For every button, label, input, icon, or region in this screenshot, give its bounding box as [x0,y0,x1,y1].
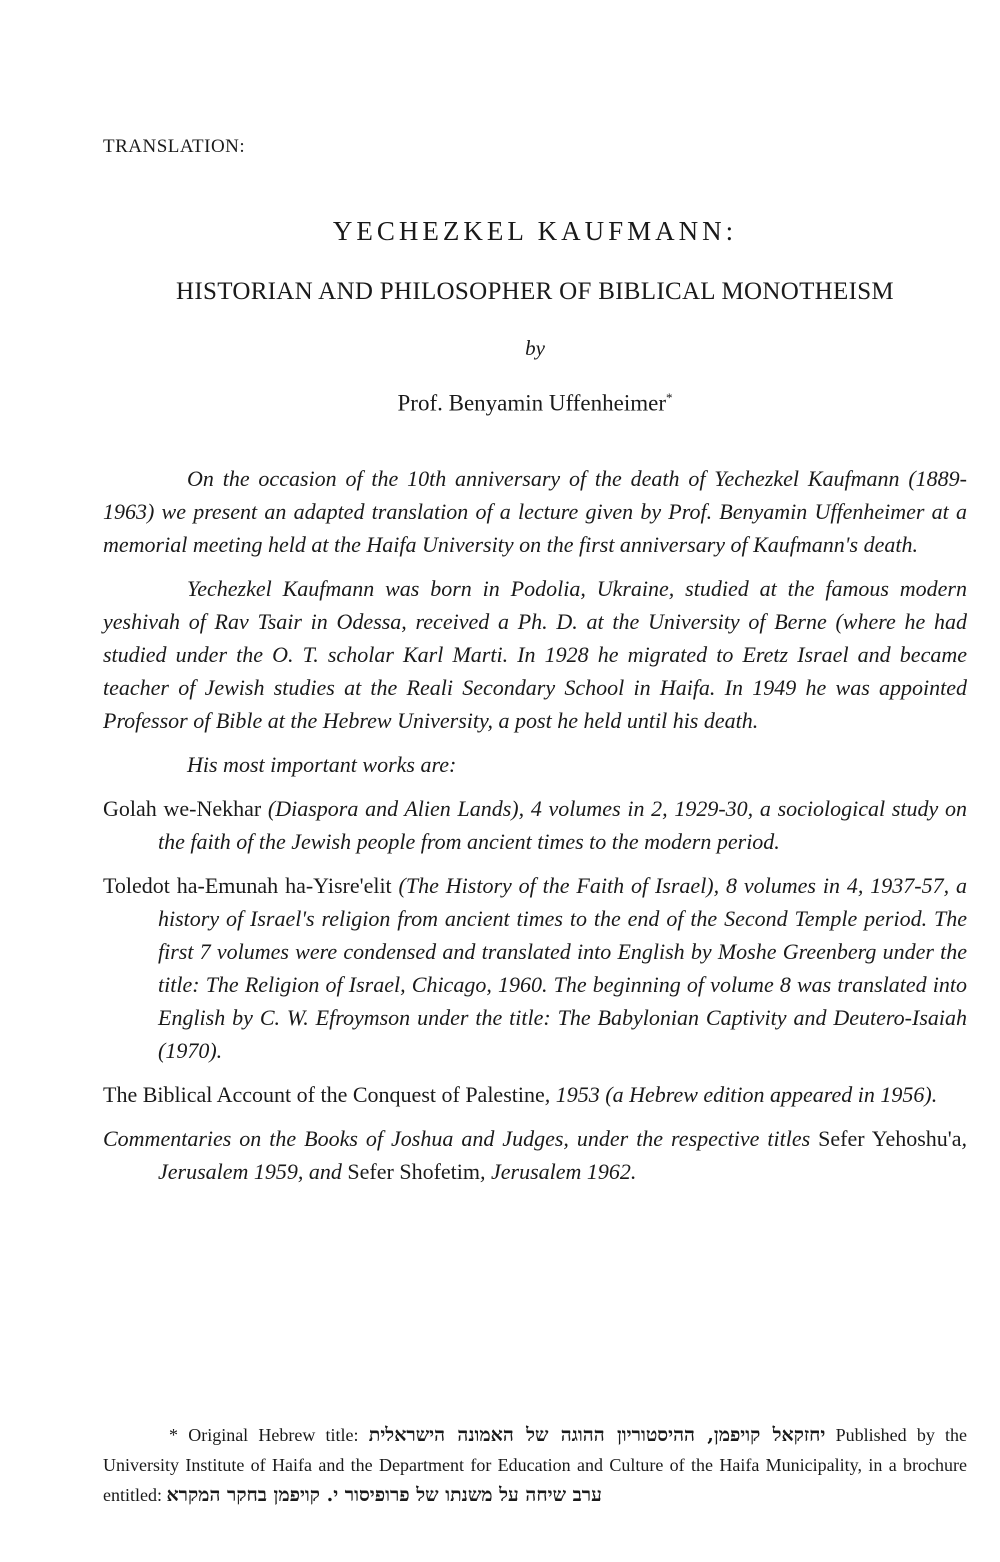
article-body [103,462,967,1199]
work-item [103,1078,967,1111]
hebrew-title: יחזקאל קויפמן, ההיסטוריון ההוגה של האמונה הישראלית [368,1424,826,1446]
work-title: Sefer Yehoshu'a [818,1126,962,1151]
commentaries-text: , Jerusalem 1962. [480,1159,637,1184]
work-item [103,1122,967,1188]
work-item [103,792,967,858]
article-subtitle: HISTORIAN AND PHILOSOPHER OF BIBLICAL MONOTHEISM [176,278,894,305]
author-name [0,390,1000,417]
commentaries-text: Commentaries on the Books of Joshua and Judges, under the respective titles [103,1126,819,1151]
work-title: Golah we-Nekhar [103,796,262,821]
works-heading: His most important works are: [187,752,457,777]
footnote-lead: * Original Hebrew title: [169,1425,369,1445]
work-title: The Biblical Account of the Conquest of Palestine [103,1082,545,1107]
works-list [103,792,967,1188]
intro-paragraph: On the occasion of the 10th anniversary of the death of Yechezkel Kaufmann (1889-1963) we present an adapted translation of a lecture given by Prof. Benyamin Uffenheimer at a memorial meeting held at the Haifa University on the first anniversary of Kaufmann's death. [103,466,967,557]
footnote-marker: * [665,390,673,405]
byline-by: by [525,336,545,360]
work-description: (The History of the Faith of Israel), 8 volumes in 4, 1937-57, a history of Israel's religion from ancient times to the end of the Second Temple period. The first 7 volumes were condensed and translated into English by Moshe Greenberg under the title: The Religion of Israel, Chicago, 1960. The beginning of volume 8 was translated into English by C. W. Efroymson under the title: The Babylonian Captivity and Deutero-Isaiah (1970). [158,873,967,1063]
footnote-text [103,1420,967,1510]
work-title: Sefer Shofetim [347,1159,481,1184]
hebrew-brochure-title: ערב שיחה על משנתו של פרופיסור י. קויפמן בחקר המקרא [166,1484,602,1506]
work-description: , 1953 (a Hebrew edition appeared in 1956). [544,1082,938,1107]
commentaries-text: , Jerusalem 1959, and [158,1126,967,1184]
work-item [103,869,967,1067]
bio-paragraph: Yechezkel Kaufmann was born in Podolia, Ukraine, studied at the famous modern yeshivah of Rav Tsair in Odessa, received a Ph. D. at the University of Berne (where he had studied under the O. T. scholar Karl Marti. In 1928 he migrated to Eretz Israel and became teacher of Jewish studies at the Reali Secondary School in Haifa. In 1949 he was appointed Professor of Bible at the Hebrew University, a post he held until his death. [103,576,967,733]
footnote [103,1420,967,1510]
work-description: (Diaspora and Alien Lands), 4 volumes in 2, 1929-30, a sociological study on the faith of the Jewish people from ancient times to the modern period. [158,796,967,854]
footnote-published: Published by the University Institute of Haifa and the Department for Education and Culture of the Haifa Municipality, in a brochure entitled: [103,1425,968,1505]
work-title: Toledot ha-Emunah ha-Yisre'elit [103,873,392,898]
author-text: Prof. Benyamin Uffenheimer [397,390,666,416]
article-title: YECHEZKEL KAUFMANN: [332,216,738,246]
section-label: TRANSLATION: [103,136,246,157]
